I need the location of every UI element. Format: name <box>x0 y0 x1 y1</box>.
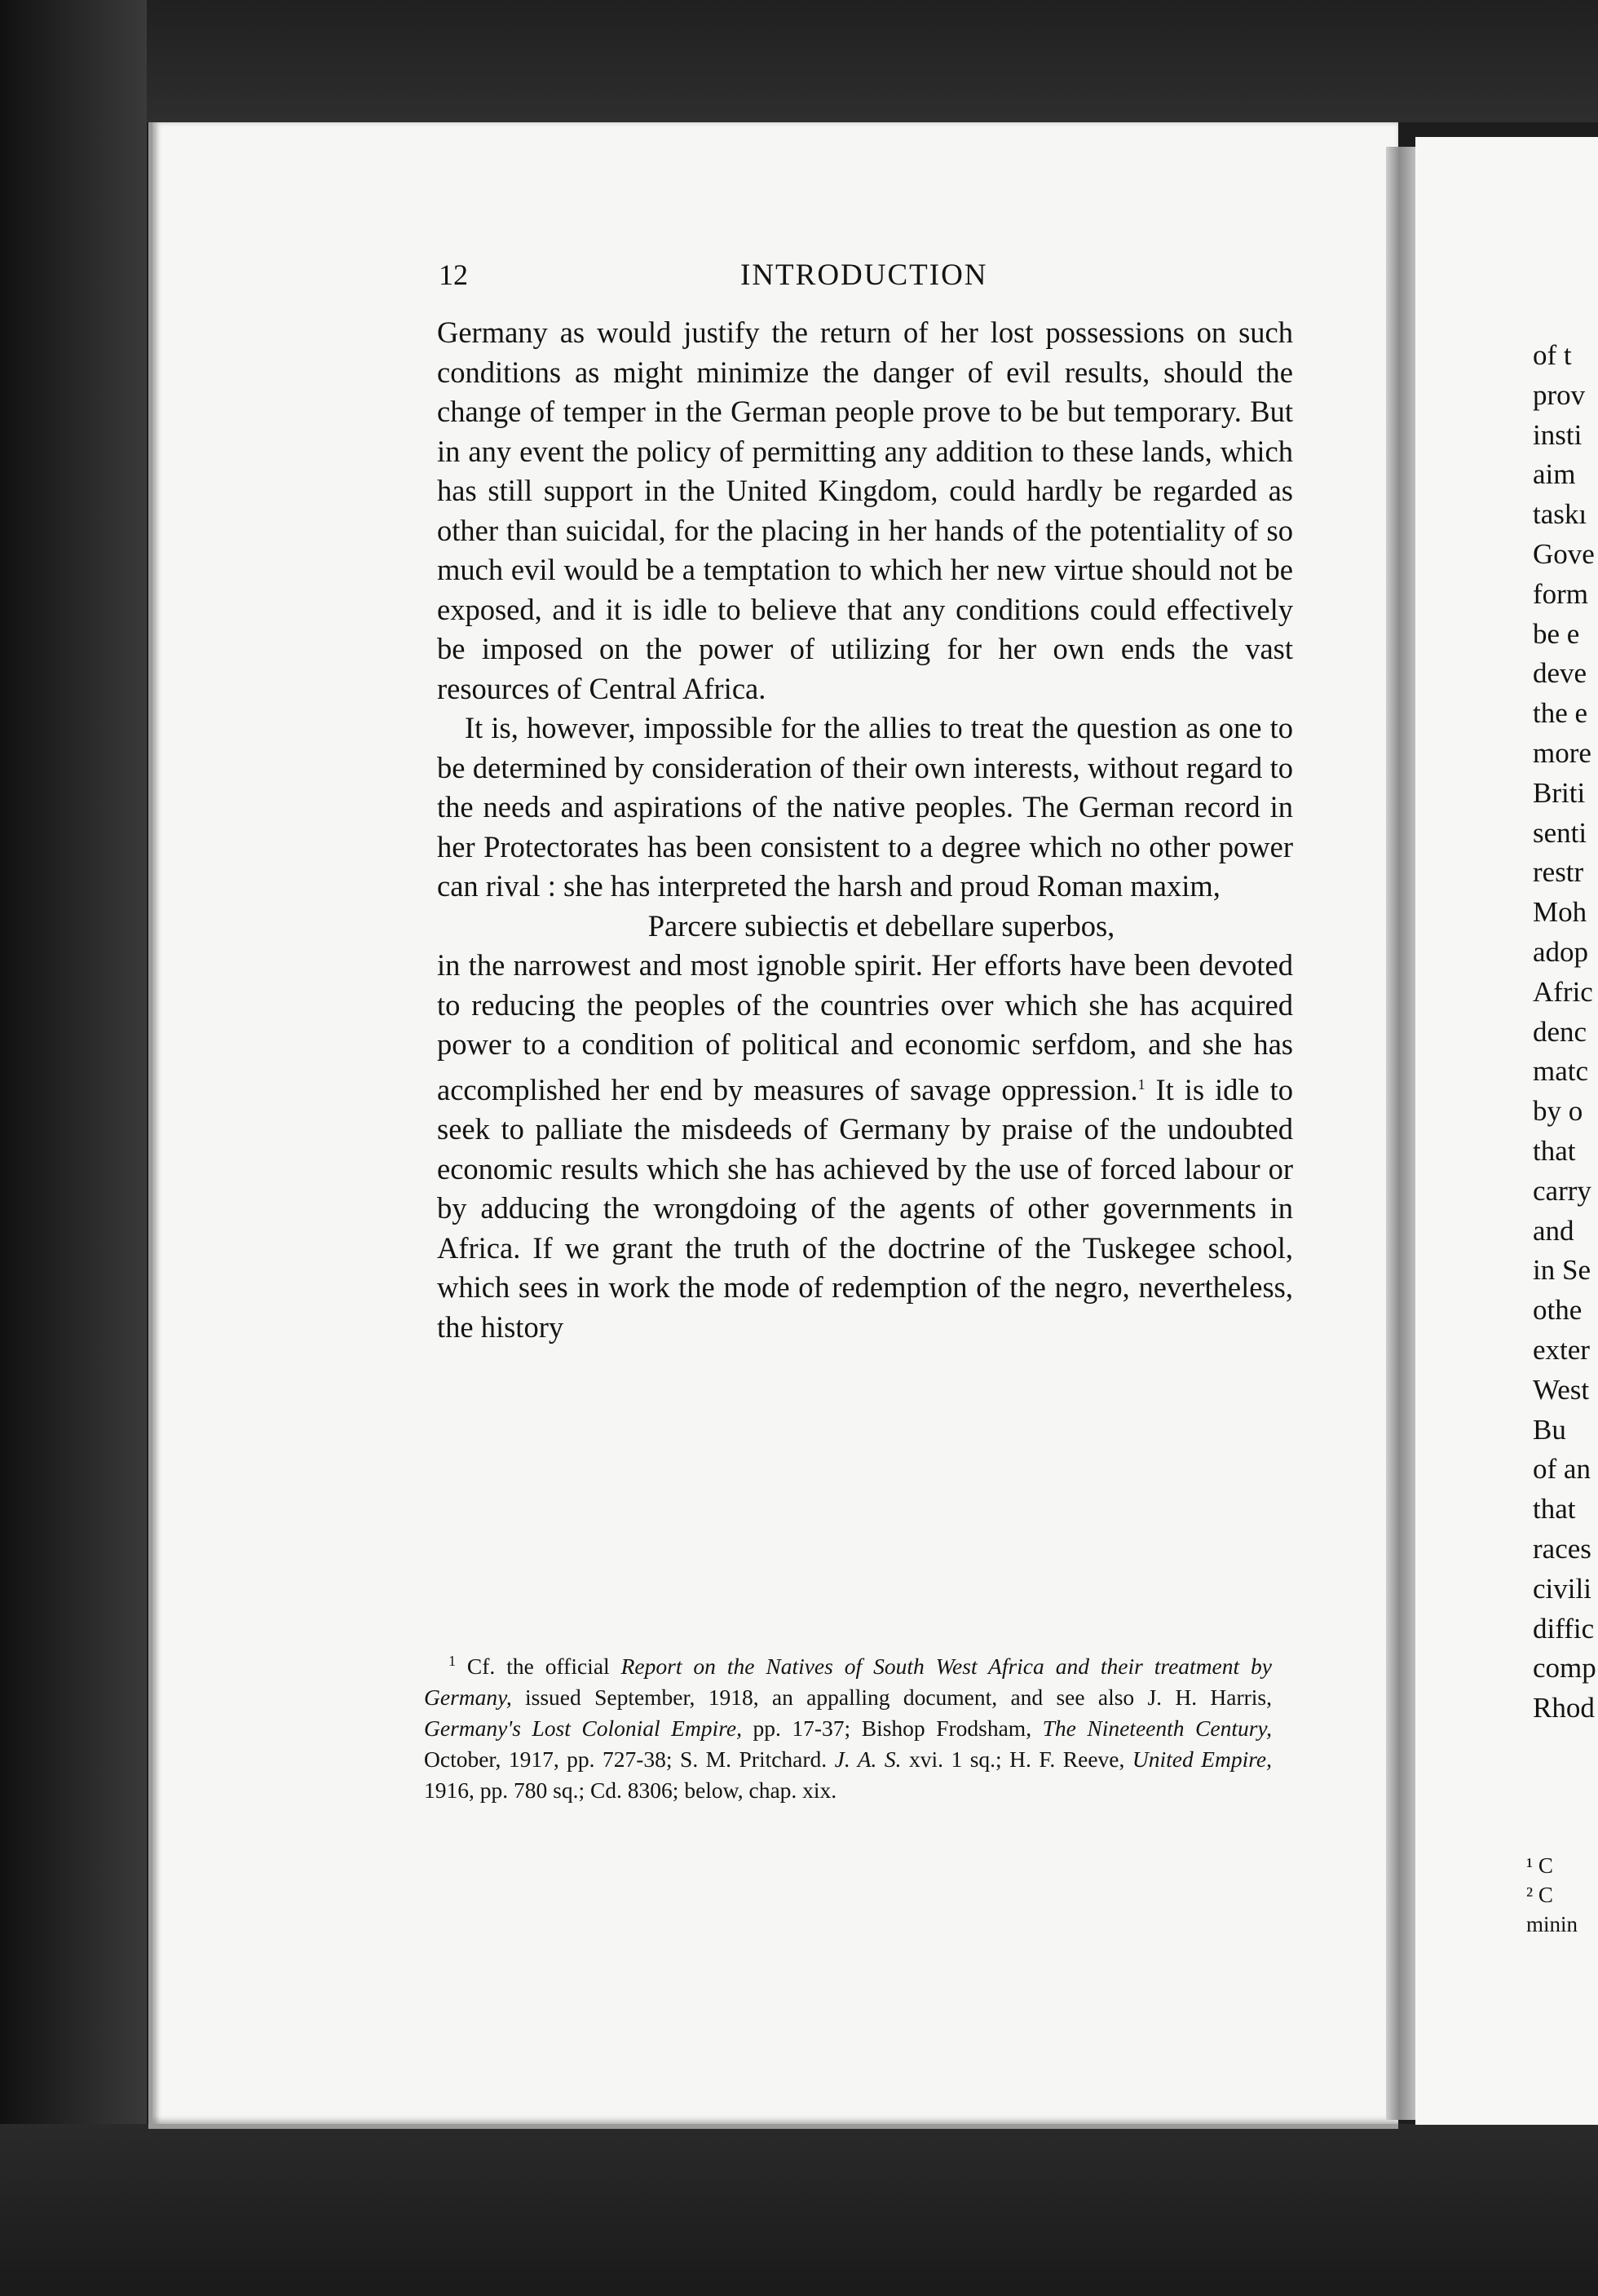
facing-page-line: Afric <box>1533 975 1593 1008</box>
footnote-title: J. A. S. <box>834 1746 902 1773</box>
facing-page-line: exter <box>1533 1333 1590 1366</box>
facing-page-line: the e <box>1533 697 1588 730</box>
footnote-mark: 1 <box>448 1653 456 1669</box>
facing-page-line: restr <box>1533 856 1584 889</box>
facing-page-line: more <box>1533 736 1591 769</box>
facing-page-line: taskı <box>1533 498 1587 531</box>
facing-page-line: form <box>1533 577 1589 610</box>
running-head: INTRODUCTION <box>740 258 988 292</box>
facing-page-line: and <box>1533 1214 1574 1247</box>
footnote-text: 1916, pp. 780 sq.; Cd. 8306; below, chap. xix. <box>424 1777 837 1804</box>
facing-page-line: comp <box>1533 1652 1596 1684</box>
facing-page-line: insti <box>1533 418 1583 451</box>
facing-page-line: Moh <box>1533 896 1587 929</box>
footnotes <box>424 1645 1272 1806</box>
footnote-text: pp. 17-37; Bishop Frodsham, <box>741 1715 1043 1742</box>
facing-page-line: aim <box>1533 458 1576 491</box>
scan-background-bottom <box>0 2124 1598 2296</box>
facing-page-note: ¹ C <box>1526 1853 1553 1878</box>
facing-page-line: denc <box>1533 1015 1587 1048</box>
facing-page-line: West <box>1533 1373 1590 1406</box>
facing-page-note: ² C <box>1526 1883 1553 1907</box>
page-number: 12 <box>439 258 468 291</box>
facing-page-footnotes <box>1526 1851 1578 1939</box>
main-text <box>437 313 1293 1347</box>
facing-page-line: races <box>1533 1532 1591 1565</box>
facing-page-line: that <box>1533 1134 1576 1167</box>
paragraph-3-part-b: It is idle to seek to palliate the misdeeds of Germany by praise of the undoubted economic results which she has achieved by the use of forced labour or by adducing the wrongdoing of the agents of other governments in Africa. If we grant the truth of the doctrine of the Tuskegee school, which sees in work the mode of redemption of the negro, nevertheless, the history <box>437 1072 1294 1344</box>
footnote-text: issued September, 1918, an appalling document, and see also J. H. Harris, <box>511 1684 1272 1711</box>
footnote-text: October, 1917, pp. 727-38; S. M. Pritchard. <box>424 1746 835 1773</box>
facing-page-line: civili <box>1533 1572 1591 1605</box>
facing-page-line: of t <box>1533 339 1572 371</box>
facing-page-line: Gove <box>1533 537 1595 570</box>
paragraph-2: It is, however, impossible for the allies to treat the question as one to be determined by consideration of their own interests, without regard to the needs and aspirations of the native peoples. The German record in her Protectorates has been consistent to a degree which no other power can rival : she has interpreted the harsh and proud Roman maxim, <box>437 711 1293 903</box>
footnote-text: xvi. 1 sq.; H. F. Reeve, <box>901 1746 1132 1773</box>
paragraph-3-part-a: in the narrowest and most ignoble spirit. Her efforts have been devoted to reducing the peoples of the countries over which she has acquired power to a condition of political and economic serfdom, and she has accomplished her end by measures of savage oppression. <box>437 948 1293 1106</box>
facing-page-line: by o <box>1533 1095 1583 1128</box>
footnote-title: Germany's Lost Colonial Empire, <box>424 1715 742 1742</box>
facing-page-line: be e <box>1533 617 1580 650</box>
latin-quotation: Parcere subiectis et debellare superbos, <box>647 908 1115 943</box>
paragraph-3 <box>437 946 1293 1347</box>
facing-page-line: othe <box>1533 1294 1583 1327</box>
footnote-title: Report on the Natives of South West Africa and their treatment by Germany, <box>424 1654 1273 1711</box>
facing-page-line: deve <box>1533 657 1587 690</box>
facing-page-text <box>1533 336 1596 1729</box>
facing-page-line: Briti <box>1533 776 1586 809</box>
facing-page-line: senti <box>1533 816 1587 849</box>
facing-page-line: diffic <box>1533 1612 1595 1645</box>
book-gutter <box>1386 147 1415 2120</box>
facing-page-line: matc <box>1533 1055 1589 1088</box>
paragraph-1: Germany as would justify the return of her lost possessions on such conditions as might minimize the danger of evil results, should the change of temper in the German people prove to be but temporary. But in any event the policy of permitting any addition to these lands, which has still support in the United Kingdom, could hardly be regarded as other than suicidal, for the placing in her hands of the potentiality of so much evil would be a temptation to which her new virtue should not be exposed, and it is idle to believe that any conditions could effectively be imposed on the power of utilizing for her own ends the vast resources of Central Africa. <box>437 316 1293 705</box>
right-page <box>1415 137 1598 2125</box>
facing-page-line: in Se <box>1533 1254 1591 1287</box>
footnote-title: The Nineteenth Century, <box>1042 1715 1272 1742</box>
scan-background-top <box>0 0 1598 122</box>
footnote-title: United Empire, <box>1132 1746 1272 1773</box>
facing-page-line: Rhod <box>1533 1692 1595 1724</box>
footnote-reference: 1 <box>1137 1075 1146 1093</box>
facing-page-line: of an <box>1533 1453 1591 1486</box>
scan-background-left <box>0 0 147 2296</box>
facing-page-note: minin <box>1526 1912 1578 1936</box>
facing-page-line: adop <box>1533 935 1589 968</box>
page-header <box>439 258 1287 307</box>
footnote-text: Cf. the official <box>456 1654 621 1680</box>
facing-page-line: that <box>1533 1493 1576 1526</box>
facing-page-line: carry <box>1533 1174 1591 1207</box>
facing-page-line: Bu <box>1533 1413 1566 1446</box>
footnote-1 <box>424 1645 1272 1806</box>
facing-page-line: prov <box>1533 378 1586 411</box>
